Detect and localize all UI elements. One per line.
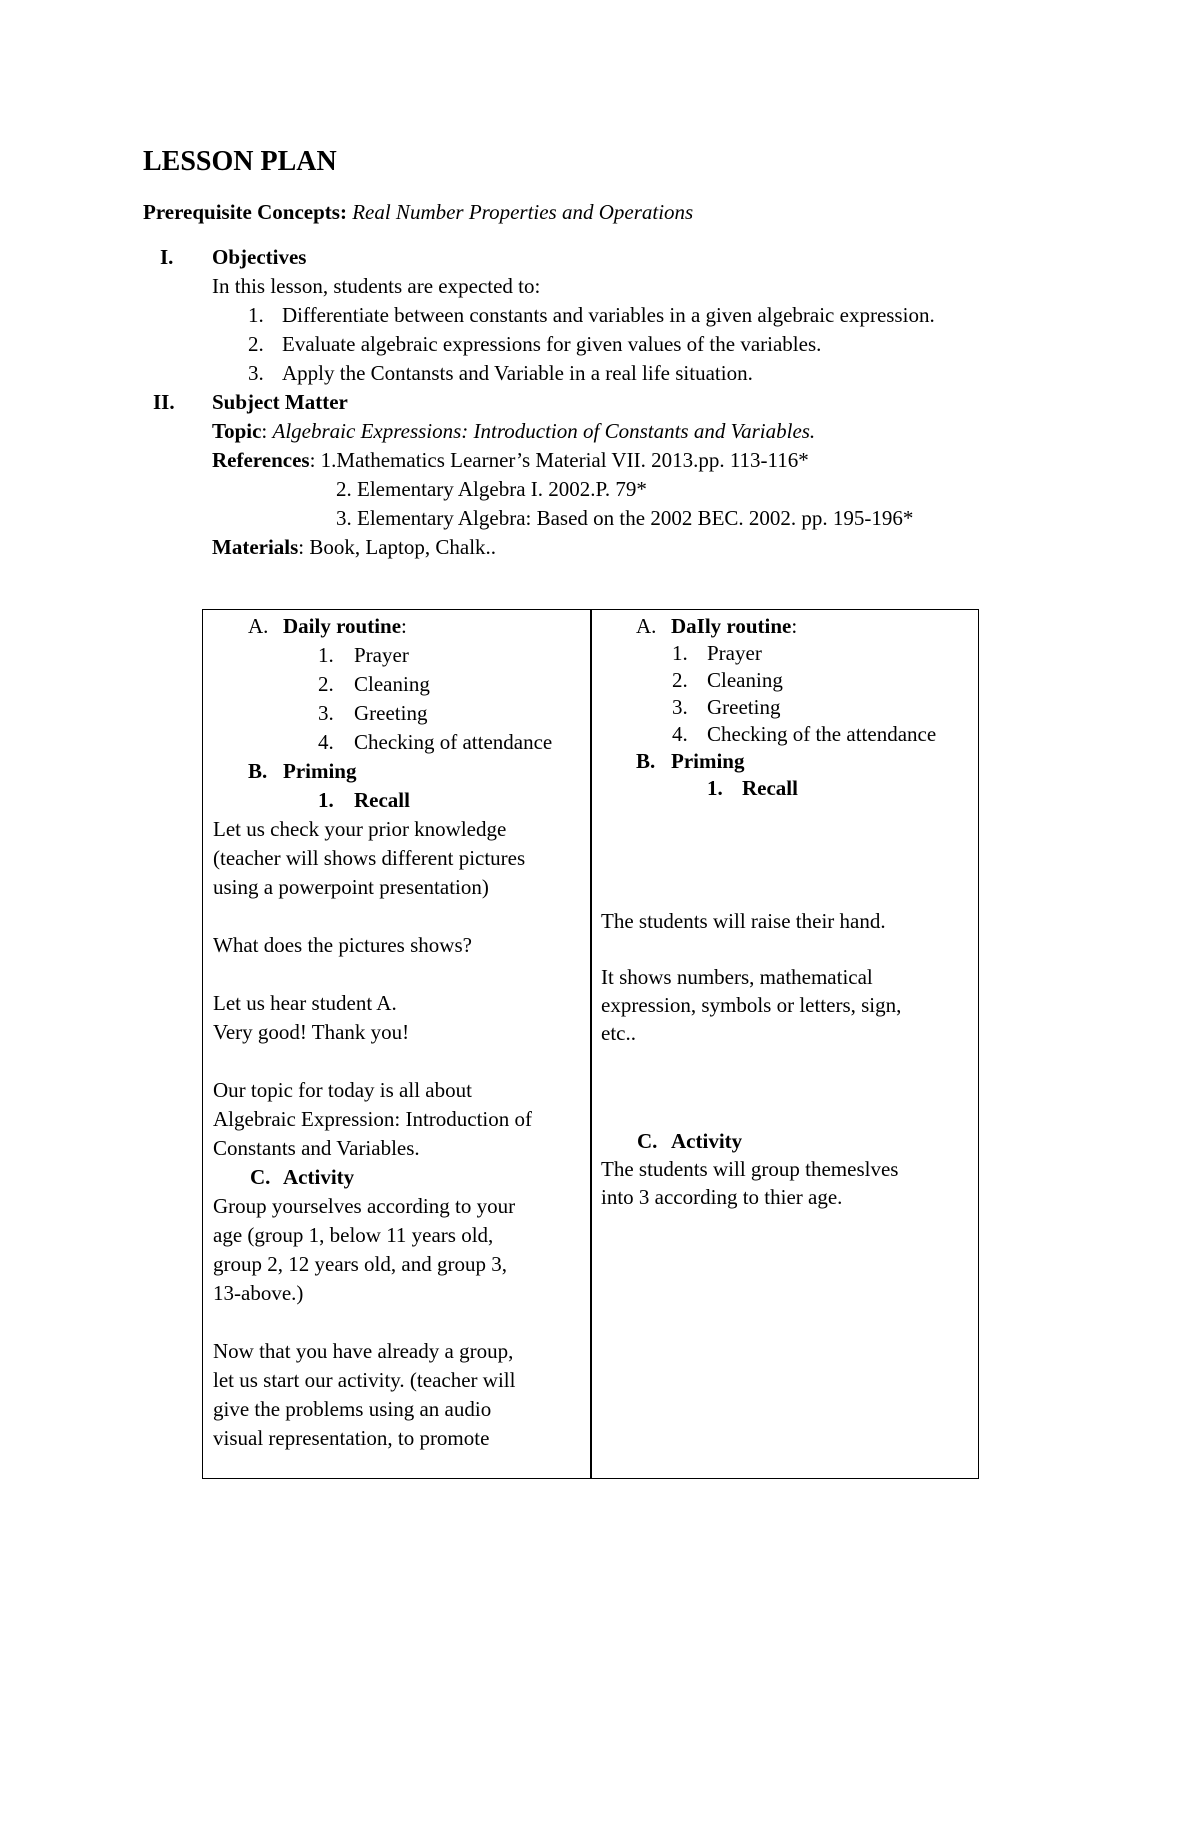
reference-item: 2. Elementary Algebra I. 2002.P. 79* bbox=[336, 477, 647, 501]
teacher-activity-line: visual representation, to promote bbox=[213, 1426, 490, 1450]
teacher-topic-line: Algebraic Expression: Introduction of bbox=[213, 1107, 532, 1131]
routine-item: Checking of the attendance bbox=[707, 722, 937, 746]
objectives-numeral: I. bbox=[160, 245, 174, 269]
teacher-activity-line: let us start our activity. (teacher will bbox=[213, 1368, 516, 1392]
routine-item: Checking of attendance bbox=[354, 730, 553, 754]
teacher-daily-heading-text: Daily routine bbox=[283, 614, 402, 638]
routine-item: Greeting bbox=[707, 695, 781, 719]
student-answer-line: expression, symbols or letters, sign, bbox=[601, 993, 902, 1017]
routine-number: 4. bbox=[672, 722, 688, 746]
routine-item: Cleaning bbox=[707, 668, 783, 692]
objective-text: Apply the Contansts and Variable in a real life situation. bbox=[282, 361, 753, 385]
routine-number: 3. bbox=[672, 695, 688, 719]
teacher-hear-line: Very good! Thank you! bbox=[213, 1020, 410, 1044]
student-priming-heading: Priming bbox=[671, 749, 745, 773]
recall-text-line: using a powerpoint presentation) bbox=[213, 875, 489, 899]
teacher-daily-colon: : bbox=[401, 614, 407, 638]
teacher-recall-heading: Recall bbox=[354, 788, 410, 812]
subject-numeral: II. bbox=[153, 390, 175, 414]
recall-text-line: (teacher will shows different pictures bbox=[213, 846, 526, 870]
objectives-intro: In this lesson, students are expected to: bbox=[212, 274, 541, 298]
teacher-recall-number: 1. bbox=[318, 788, 334, 812]
objective-number: 2. bbox=[248, 332, 264, 356]
topic-value: Algebraic Expressions: Introduction of Constants and Variables. bbox=[272, 419, 816, 443]
prerequisite-line bbox=[143, 198, 693, 227]
routine-number: 2. bbox=[672, 668, 688, 692]
student-answer-line: It shows numbers, mathematical bbox=[601, 965, 873, 989]
routine-item: Greeting bbox=[354, 701, 428, 725]
student-activity-line: into 3 according to thier age. bbox=[601, 1185, 843, 1209]
routine-item: Prayer bbox=[707, 641, 762, 665]
teacher-hear-line: Let us hear student A. bbox=[213, 991, 397, 1015]
student-answer-line: etc.. bbox=[601, 1021, 636, 1045]
materials-label: Materials bbox=[212, 535, 299, 559]
teacher-priming-heading: Priming bbox=[283, 759, 357, 783]
objectives-heading: Objectives bbox=[212, 245, 307, 269]
routine-item: Prayer bbox=[354, 643, 409, 667]
student-activity-line: The students will group themeslves bbox=[601, 1157, 899, 1181]
teacher-activity-line: Now that you have already a group, bbox=[213, 1339, 514, 1363]
routine-number: 2. bbox=[318, 672, 334, 696]
recall-text-line: Let us check your prior knowledge bbox=[213, 817, 507, 841]
routine-number: 3. bbox=[318, 701, 334, 725]
routine-number: 1. bbox=[318, 643, 334, 667]
topic-colon: : bbox=[261, 419, 268, 443]
subject-heading: Subject Matter bbox=[212, 390, 348, 414]
routine-number: 4. bbox=[318, 730, 334, 754]
objective-text: Evaluate algebraic expressions for given values of the variables. bbox=[282, 332, 822, 356]
teacher-daily-heading bbox=[283, 612, 407, 641]
teacher-topic-line: Our topic for today is all about bbox=[213, 1078, 472, 1102]
references-line bbox=[212, 446, 809, 475]
teacher-activity-line: give the problems using an audio bbox=[213, 1397, 492, 1421]
teacher-activity-line: 13-above.) bbox=[213, 1281, 304, 1305]
prerequisite-value: Real Number Properties and Operations bbox=[352, 200, 694, 224]
table-divider bbox=[590, 609, 592, 1479]
teacher-topic-line: Constants and Variables. bbox=[213, 1136, 420, 1160]
teacher-activity-letter: C. bbox=[250, 1165, 271, 1189]
routine-item: Cleaning bbox=[354, 672, 430, 696]
teacher-activity-heading: Activity bbox=[283, 1165, 355, 1189]
objective-number: 1. bbox=[248, 303, 264, 327]
reference-item: 3. Elementary Algebra: Based on the 2002 BEC. 2002. pp. 195-196* bbox=[336, 506, 914, 530]
objective-number: 3. bbox=[248, 361, 264, 385]
student-activity-heading: Activity bbox=[671, 1129, 743, 1153]
student-daily-heading-text: DaIly routine bbox=[671, 614, 792, 638]
student-recall-heading: Recall bbox=[742, 776, 798, 800]
student-daily-heading bbox=[671, 612, 797, 641]
topic-line bbox=[212, 417, 815, 446]
prerequisite-label: Prerequisite Concepts: bbox=[143, 200, 347, 224]
reference-item: : 1.Mathematics Learner’s Material VII. 2013.pp. 113-116* bbox=[309, 448, 809, 472]
teacher-activity-line: age (group 1, below 11 years old, bbox=[213, 1223, 494, 1247]
teacher-activity-line: Group yourselves according to your bbox=[213, 1194, 516, 1218]
materials-value: : Book, Laptop, Chalk.. bbox=[298, 535, 497, 559]
page-title: LESSON PLAN bbox=[143, 146, 337, 177]
topic-label: Topic bbox=[212, 419, 262, 443]
objective-text: Differentiate between constants and variables in a given algebraic expression. bbox=[282, 303, 935, 327]
teacher-priming-letter: B. bbox=[248, 759, 268, 783]
student-priming-letter: B. bbox=[636, 749, 656, 773]
student-raise: The students will raise their hand. bbox=[601, 909, 886, 933]
student-daily-colon: : bbox=[791, 614, 798, 638]
student-activity-letter: C. bbox=[637, 1129, 658, 1153]
student-recall-number: 1. bbox=[707, 776, 723, 800]
student-daily-letter: A. bbox=[636, 614, 657, 638]
teacher-activity-line: group 2, 12 years old, and group 3, bbox=[213, 1252, 507, 1276]
materials-line bbox=[212, 533, 496, 562]
teacher-question: What does the pictures shows? bbox=[213, 933, 472, 957]
references-label: References bbox=[212, 448, 310, 472]
teacher-daily-letter: A. bbox=[248, 614, 269, 638]
routine-number: 1. bbox=[672, 641, 688, 665]
